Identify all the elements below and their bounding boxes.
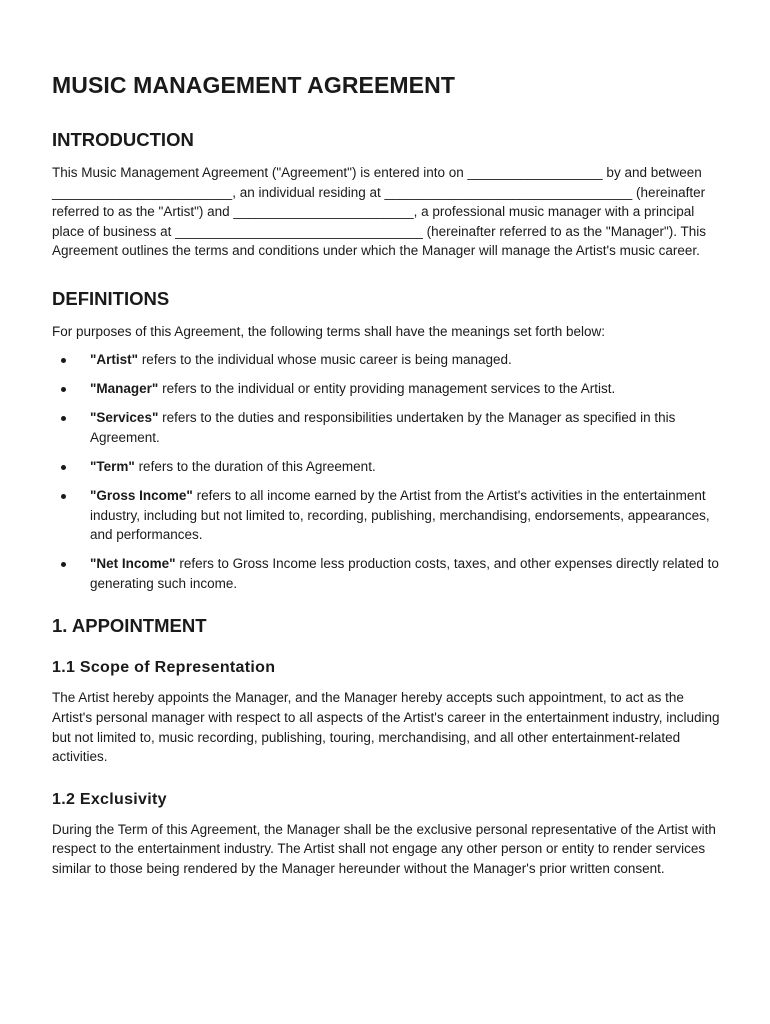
appointment-section	[52, 615, 720, 878]
definitions-list	[52, 350, 720, 594]
bullet-icon	[61, 358, 66, 363]
definition-text: refers to the duration of this Agreement.	[134, 458, 376, 474]
document-title: MUSIC MANAGEMENT AGREEMENT	[52, 72, 455, 98]
definition-item-manager	[52, 379, 720, 399]
definition-text: refers to Gross Income less production costs, taxes, and other expenses directly related to generating such income.	[90, 556, 719, 591]
exclusivity-subsection	[52, 791, 720, 879]
definitions-heading: DEFINITIONS	[52, 287, 170, 309]
exclusivity-heading: 1.2 Exclusivity	[52, 790, 167, 808]
definition-text: refers to the duties and responsibilities undertaken by the Manager as specified in this Agreement.	[90, 409, 676, 445]
definition-term: "Net Income"	[90, 556, 176, 572]
introduction-heading: INTRODUCTION	[52, 129, 194, 150]
scope-paragraph: The Artist hereby appoints the Manager, and the Manager hereby accepts such appointment, to act as the Artist's personal manager with respect to all aspects of the Artist's career in the entertainment industry, including but not limited to, music recording, publishing, touring, merchandising, and all other entertainment-related activities.	[52, 690, 720, 765]
introduction-section	[52, 129, 720, 261]
scope-heading: 1.1 Scope of Representation	[52, 659, 276, 677]
bullet-icon	[61, 387, 66, 392]
definition-item-gross-income	[52, 486, 720, 545]
definitions-section	[52, 288, 720, 594]
definition-term: "Manager"	[90, 380, 159, 396]
definition-item-services	[52, 408, 720, 447]
bullet-icon	[61, 562, 66, 567]
definition-text: refers to the individual whose music career is being managed.	[138, 351, 512, 367]
bullet-icon	[61, 494, 66, 499]
bullet-icon	[61, 465, 66, 470]
introduction-paragraph: This Music Management Agreement ("Agreement") is entered into on __________________ by and between ________________________, an individual residing at _________________________________ (hereinafter referred to as the "Artist") and ________________________, a professional music manager with a principal place of business at _________________________________ (hereinafter referred to as the "Manager"). This Agreement outlines the terms and conditions under which the Manager will manage the Artist's music career.	[52, 165, 707, 259]
definition-text: refers to all income earned by the Artist from the Artist's activities in the entertainment industry, including but not limited to, recording, publishing, merchandising, endorsements, appearances, and performances.	[90, 487, 710, 543]
definition-item-net-income	[52, 554, 720, 593]
definition-term: "Services"	[90, 409, 159, 425]
definitions-lead: For purposes of this Agreement, the following terms shall have the meanings set forth below:	[52, 323, 606, 339]
definition-term: "Term"	[90, 458, 135, 474]
definition-term: "Artist"	[90, 351, 139, 367]
definition-text: refers to the individual or entity providing management services to the Artist.	[158, 380, 616, 396]
exclusivity-paragraph: During the Term of this Agreement, the Manager shall be the exclusive personal representative of the Artist with respect to the entertainment industry. The Artist shall not engage any other person or entity to render services similar to those being rendered by the Manager hereunder without the Manager's prior written consent.	[52, 821, 716, 877]
definition-term: "Gross Income"	[90, 487, 193, 503]
definition-item-term	[52, 457, 720, 477]
definition-item-artist	[52, 350, 720, 370]
scope-subsection	[52, 659, 720, 766]
bullet-icon	[61, 416, 66, 421]
appointment-heading: 1. APPOINTMENT	[52, 615, 207, 637]
